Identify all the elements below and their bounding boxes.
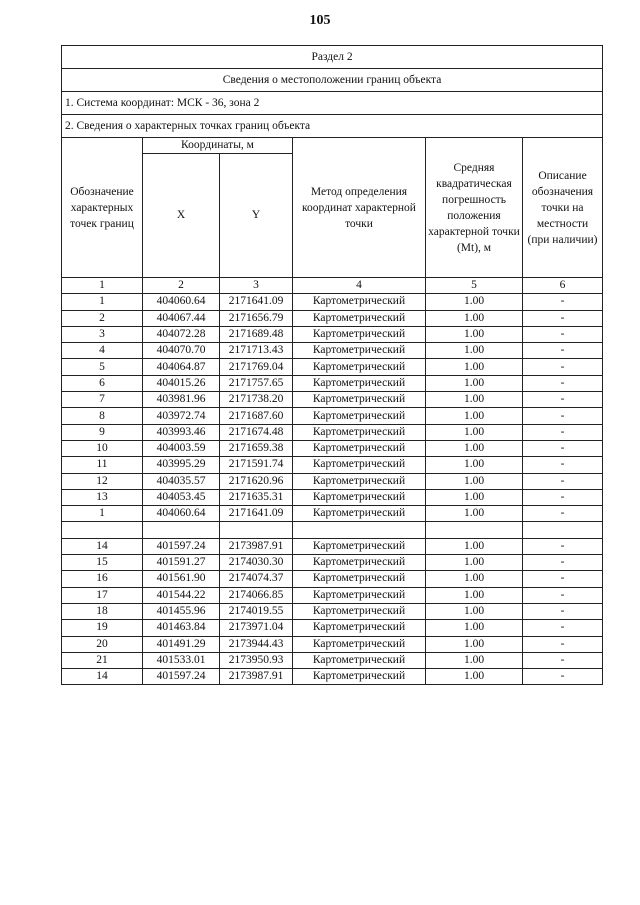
cell-point-number: 14 [62, 538, 143, 554]
cell-error: 1.00 [426, 669, 523, 685]
cell-description: - [523, 571, 603, 587]
cell-method: Картометрический [293, 294, 426, 310]
cell-error: 1.00 [426, 310, 523, 326]
cell-x: 404053.45 [143, 489, 220, 505]
cell-x: 404064.87 [143, 359, 220, 375]
cell-x: 401455.96 [143, 603, 220, 619]
cell-point-number: 17 [62, 587, 143, 603]
table-row [62, 669, 603, 685]
table-row [62, 294, 603, 310]
cell-error: 1.00 [426, 326, 523, 342]
cell-y: 2174074.37 [220, 571, 293, 587]
cell-y: 2174019.55 [220, 603, 293, 619]
column-number: 4 [293, 278, 426, 294]
table-row [62, 489, 603, 505]
table-row [62, 392, 603, 408]
cell-point-number: 21 [62, 652, 143, 668]
cell-description: - [523, 636, 603, 652]
cell-error: 1.00 [426, 489, 523, 505]
cell-x: 403981.96 [143, 392, 220, 408]
cell-method: Картометрический [293, 440, 426, 456]
cell-point-number: 9 [62, 424, 143, 440]
cell-y: 2173987.91 [220, 669, 293, 685]
cell-description: - [523, 359, 603, 375]
cell-error: 1.00 [426, 392, 523, 408]
cell-description: - [523, 310, 603, 326]
cell-x: 404003.59 [143, 440, 220, 456]
cell-error: 1.00 [426, 343, 523, 359]
cell-description: - [523, 343, 603, 359]
coord-system: 1. Система координат: МСК - 36, зона 2 [62, 92, 603, 115]
cell-x: 401533.01 [143, 652, 220, 668]
cell-method: Картометрический [293, 343, 426, 359]
header-coordinates: Координаты, м [143, 138, 293, 154]
cell-error: 1.00 [426, 408, 523, 424]
table-row [62, 603, 603, 619]
cell-point-number: 5 [62, 359, 143, 375]
cell-description: - [523, 603, 603, 619]
cell-point-number: 13 [62, 489, 143, 505]
table-row [62, 555, 603, 571]
cell-y: 2171641.09 [220, 294, 293, 310]
cell-x: 401544.22 [143, 587, 220, 603]
cell-x: 404067.44 [143, 310, 220, 326]
table-row [62, 636, 603, 652]
cell-point-number: 8 [62, 408, 143, 424]
cell-y: 2173950.93 [220, 652, 293, 668]
cell-description: - [523, 538, 603, 554]
cell-point-number: 20 [62, 636, 143, 652]
contour-separator-row [62, 522, 603, 538]
cell-method: Картометрический [293, 587, 426, 603]
cell-description: - [523, 652, 603, 668]
cell-point-number: 7 [62, 392, 143, 408]
cell-method: Картометрический [293, 457, 426, 473]
column-number: 2 [143, 278, 220, 294]
cell-description: - [523, 587, 603, 603]
column-number: 6 [523, 278, 603, 294]
cell-y: 2171757.65 [220, 375, 293, 391]
cell-y: 2171769.04 [220, 359, 293, 375]
cell-point-number: 11 [62, 457, 143, 473]
cell-method: Картометрический [293, 473, 426, 489]
cell-method: Картометрический [293, 555, 426, 571]
cell-description: - [523, 489, 603, 505]
cell-x: 401561.90 [143, 571, 220, 587]
cell-x: 401591.27 [143, 555, 220, 571]
coord-system-row [62, 92, 603, 115]
section-title-row [62, 46, 603, 69]
cell-y: 2171641.09 [220, 506, 293, 522]
cell-method: Картометрический [293, 310, 426, 326]
cell-x: 401463.84 [143, 620, 220, 636]
cell-y: 2171687.60 [220, 408, 293, 424]
cell-method: Картометрический [293, 571, 426, 587]
cell-description: - [523, 424, 603, 440]
cell-description: - [523, 555, 603, 571]
cell-error: 1.00 [426, 538, 523, 554]
cell-x: 403972.74 [143, 408, 220, 424]
cell-x: 401597.24 [143, 538, 220, 554]
table-row [62, 652, 603, 668]
cell-y: 2171738.20 [220, 392, 293, 408]
column-numbers-row [62, 278, 603, 294]
cell-description: - [523, 294, 603, 310]
table-row [62, 359, 603, 375]
cell-error: 1.00 [426, 440, 523, 456]
cell-y: 2171591.74 [220, 457, 293, 473]
cell-method: Картометрический [293, 603, 426, 619]
cell-y: 2171674.48 [220, 424, 293, 440]
cell-point-number: 14 [62, 669, 143, 685]
cell-x: 403993.46 [143, 424, 220, 440]
cell-point-number: 18 [62, 603, 143, 619]
cell-point-number: 2 [62, 310, 143, 326]
points-title-row [62, 115, 603, 138]
cell-x: 404060.64 [143, 506, 220, 522]
table-row [62, 587, 603, 603]
cell-error: 1.00 [426, 457, 523, 473]
empty-cell [523, 522, 603, 538]
header-point-designation: Обозначение характерных точек границ [62, 138, 143, 278]
table-row [62, 506, 603, 522]
cell-error: 1.00 [426, 424, 523, 440]
table-row [62, 343, 603, 359]
table-row [62, 310, 603, 326]
cell-error: 1.00 [426, 294, 523, 310]
cell-method: Картометрический [293, 392, 426, 408]
cell-method: Картометрический [293, 489, 426, 505]
cell-error: 1.00 [426, 603, 523, 619]
column-number: 5 [426, 278, 523, 294]
cell-x: 403995.29 [143, 457, 220, 473]
cell-description: - [523, 440, 603, 456]
cell-method: Картометрический [293, 620, 426, 636]
cell-description: - [523, 620, 603, 636]
cell-x: 404015.26 [143, 375, 220, 391]
cell-method: Картометрический [293, 669, 426, 685]
cell-point-number: 6 [62, 375, 143, 391]
cell-x: 404035.57 [143, 473, 220, 489]
column-number: 1 [62, 278, 143, 294]
table-row [62, 473, 603, 489]
page-number: 105 [309, 13, 331, 28]
cell-error: 1.00 [426, 506, 523, 522]
cell-point-number: 3 [62, 326, 143, 342]
section-subtitle: Сведения о местоположении границ объекта [62, 69, 603, 92]
table-row [62, 571, 603, 587]
cell-point-number: 10 [62, 440, 143, 456]
cell-y: 2171635.31 [220, 489, 293, 505]
empty-cell [426, 522, 523, 538]
cell-y: 2174066.85 [220, 587, 293, 603]
empty-cell [62, 522, 143, 538]
boundary-points-table [61, 45, 603, 685]
table-row [62, 408, 603, 424]
table-row [62, 538, 603, 554]
cell-method: Картометрический [293, 538, 426, 554]
cell-point-number: 1 [62, 506, 143, 522]
cell-description: - [523, 375, 603, 391]
table-body [62, 46, 603, 685]
cell-error: 1.00 [426, 652, 523, 668]
empty-cell [143, 522, 220, 538]
header-method: Метод определения координат характерной точки [293, 138, 426, 278]
table-row [62, 375, 603, 391]
cell-description: - [523, 506, 603, 522]
cell-x: 404060.64 [143, 294, 220, 310]
cell-description: - [523, 408, 603, 424]
cell-description: - [523, 669, 603, 685]
section-title: Раздел 2 [62, 46, 603, 69]
cell-error: 1.00 [426, 571, 523, 587]
cell-error: 1.00 [426, 555, 523, 571]
header-description: Описание обозначения точки на местности (при наличии) [523, 138, 603, 278]
cell-point-number: 12 [62, 473, 143, 489]
cell-x: 401597.24 [143, 669, 220, 685]
cell-y: 2171689.48 [220, 326, 293, 342]
cell-y: 2174030.30 [220, 555, 293, 571]
cell-method: Картометрический [293, 506, 426, 522]
cell-error: 1.00 [426, 636, 523, 652]
table-row [62, 424, 603, 440]
cell-method: Картометрический [293, 636, 426, 652]
cell-description: - [523, 473, 603, 489]
cell-y: 2171620.96 [220, 473, 293, 489]
empty-cell [293, 522, 426, 538]
cell-point-number: 1 [62, 294, 143, 310]
cell-error: 1.00 [426, 473, 523, 489]
cell-method: Картометрический [293, 424, 426, 440]
cell-method: Картометрический [293, 652, 426, 668]
table-row [62, 457, 603, 473]
points-title: 2. Сведения о характерных точках границ объекта [62, 115, 603, 138]
cell-method: Картометрический [293, 326, 426, 342]
cell-y: 2171659.38 [220, 440, 293, 456]
cell-method: Картометрический [293, 408, 426, 424]
cell-method: Картометрический [293, 359, 426, 375]
cell-x: 401491.29 [143, 636, 220, 652]
cell-point-number: 19 [62, 620, 143, 636]
cell-y: 2171713.43 [220, 343, 293, 359]
cell-error: 1.00 [426, 359, 523, 375]
cell-y: 2173944.43 [220, 636, 293, 652]
cell-point-number: 16 [62, 571, 143, 587]
table-row [62, 440, 603, 456]
header-y: Y [220, 154, 293, 278]
empty-cell [220, 522, 293, 538]
cell-y: 2173987.91 [220, 538, 293, 554]
cell-description: - [523, 326, 603, 342]
cell-method: Картометрический [293, 375, 426, 391]
cell-description: - [523, 392, 603, 408]
table-row [62, 326, 603, 342]
cell-point-number: 4 [62, 343, 143, 359]
cell-error: 1.00 [426, 620, 523, 636]
cell-error: 1.00 [426, 587, 523, 603]
cell-y: 2173971.04 [220, 620, 293, 636]
section-subtitle-row [62, 69, 603, 92]
column-number: 3 [220, 278, 293, 294]
cell-error: 1.00 [426, 375, 523, 391]
header-x: X [143, 154, 220, 278]
header-error: Средняя квадратическая погрешность положения характерной точки (Mt), м [426, 138, 523, 278]
cell-x: 404070.70 [143, 343, 220, 359]
cell-y: 2171656.79 [220, 310, 293, 326]
cell-description: - [523, 457, 603, 473]
cell-x: 404072.28 [143, 326, 220, 342]
header-row-1 [62, 138, 603, 154]
cell-point-number: 15 [62, 555, 143, 571]
table-row [62, 620, 603, 636]
